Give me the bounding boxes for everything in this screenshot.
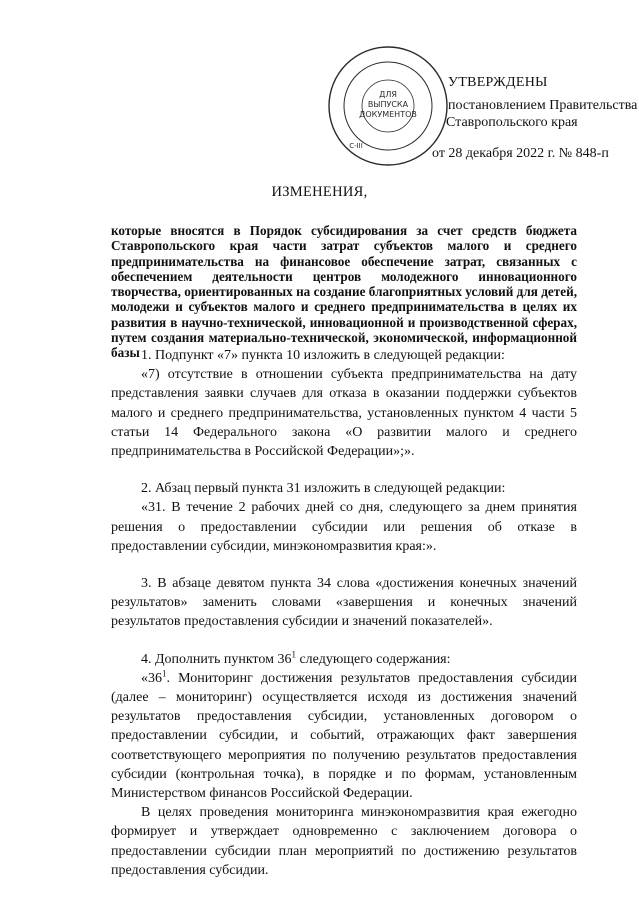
paragraph-5: 3. В абзаце девятом пункта 34 слова «достижения конечных значений результатов» заменить словами «завершения и конечных значений результатов предоставления субсидии и значений показателей». (111, 576, 577, 630)
paragraph-6-tail: следующего содержания: (295, 651, 451, 667)
paragraph-1: 1. Подпункт «7» пункта 10 изложить в следующей редакции: (141, 348, 505, 363)
paragraph-6 (111, 650, 577, 669)
stamp-number: С-III (349, 142, 363, 150)
approval-line-2: постановлением Правительства (448, 98, 638, 113)
stamp-center-line-2: ВЫПУСКА (367, 100, 409, 109)
document-intro: которые вносятся в Порядок субсидирования за счет средств бюджета Ставропольского края части затрат субъектов малого и среднего предпринимательства на финансовое обеспечение затрат, связанных с обеспечением деятельности центров молодежного инновационного творчества, ориентированных на создание благоприятных условий для детей, молодежи и субъектов малого и среднего предпринимательства в целях их развития в научно-технической, инновационной и производственной сферах, путем создания материально-технической, экономической, информационной базы (111, 223, 577, 361)
paragraph-7-prefix: «36 (141, 670, 162, 686)
approval-block (446, 74, 638, 130)
paragraph-6-text: 4. Дополнить пунктом 36 (141, 651, 292, 667)
paragraph-8: В целях проведения мониторинга минэкономразвития края ежегодно формирует и утверждает одновременно с заключением договора о предоставлении субсидии план мероприятий по достижению результатов предоставления субсидии. (111, 805, 577, 878)
paragraph-7-sup: 1 (162, 668, 167, 679)
paragraph-4: «31. В течение 2 рабочих дней со дня, следующего за днем принятия решения о предоставлении субсидии или решения об отказе в предоставлении субсидии, минэкономразвития края:». (111, 500, 577, 554)
stamp-center-line-3: ДОКУМЕНТОВ (359, 110, 417, 119)
paragraph-7 (111, 669, 577, 803)
document-title: ИЗМЕНЕНИЯ, (271, 184, 368, 200)
stamp-center-line-1: ДЛЯ (379, 90, 397, 99)
approval-date: от 28 декабря 2022 г. № 848-п (432, 146, 609, 161)
paragraph-3: 2. Абзац первый пункта 31 изложить в следующей редакции: (141, 481, 506, 497)
document-body (111, 346, 577, 880)
approval-title: УТВЕРЖДЕНЫ (448, 75, 548, 90)
approval-line-3: Ставропольского края (446, 115, 578, 130)
paragraph-7-text: . Мониторинг достижения результатов предоставления субсидии (далее – мониторинг) осуществляется исходя из достижения значений результатов предоставления субсидии, установленных договором о предоставлении субсидии, и событий, отражающих факт завершения соответствующего мероприятия по получению результатов предоставления субсидии (контрольная точка), в порядке и по формам, установленным Министерством финансов Российской Федерации. (111, 670, 577, 802)
paragraph-6-sup: 1 (291, 648, 296, 659)
paragraph-2: «7) отсутствие в отношении субъекта предпринимательства на дату представления заявки случаев для отказа в оказании поддержки субъектов малого и среднего предпринимательства, установленных пунктом 4 части 5 статьи 14 Федерального закона «О развитии малого и среднего предпринимательства в Российской Федерации»;». (111, 367, 577, 460)
